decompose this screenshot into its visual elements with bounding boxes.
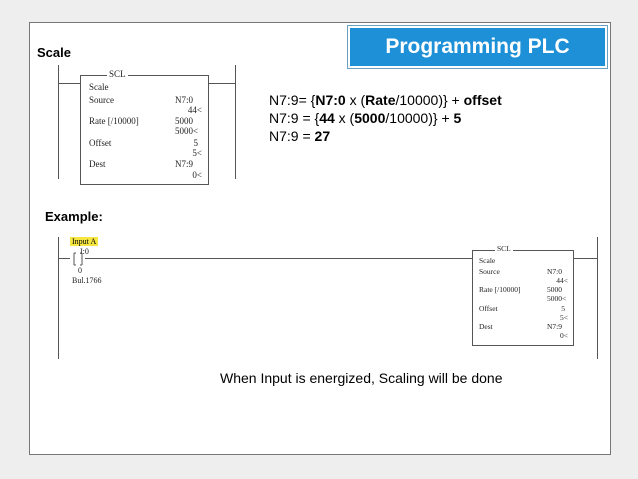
formula-line-3-part: 27 (314, 128, 331, 144)
source-addr: N7:0 (175, 95, 193, 105)
block-title: SCL (109, 69, 126, 79)
offset-value: 5 (193, 138, 198, 148)
rate-value-2: 5000< (547, 294, 567, 303)
scale-label: Scale (37, 45, 71, 60)
caption: When Input is energized, Scaling will be done (220, 370, 503, 386)
block-name: Scale (89, 82, 109, 92)
input-tag: Input A (72, 237, 97, 246)
input-bit: 0 (78, 266, 82, 275)
source-value: 44< (556, 276, 568, 285)
formula-line-2-part: x ( (334, 110, 355, 126)
source-addr: N7:0 (547, 267, 562, 276)
input-address: I:0 (80, 247, 89, 256)
slide (29, 22, 611, 455)
source-value: 44< (187, 105, 202, 115)
formula-line-2-part: 44 (319, 110, 335, 126)
formula-line-2-part: /10000)} + (385, 110, 454, 126)
rate-value: 5000 (547, 285, 562, 294)
dest-label: Dest (479, 322, 493, 331)
dest-value: 0< (560, 331, 568, 340)
formula-line-3 (269, 128, 330, 144)
scl-block-example (472, 244, 574, 346)
formula-line-1-part: Rate (365, 92, 396, 108)
slide-title: Programming PLC (348, 26, 607, 68)
source-label: Source (479, 267, 500, 276)
rung-line-left-top (58, 83, 80, 84)
offset-value: 5 (561, 304, 565, 313)
source-label: Source (89, 95, 114, 105)
rung-line-right-top (207, 83, 235, 84)
block-title: SCL (497, 244, 511, 253)
right-rail-top (235, 65, 236, 179)
rung-line-example-b (85, 258, 472, 259)
rate-label: Rate [/10000] (89, 116, 139, 126)
formula-line-1-part: x ( (345, 92, 366, 108)
dest-value: 0< (192, 170, 202, 180)
formula-line-1-part: N7:0 (315, 92, 346, 108)
rate-label: Rate [/10000] (479, 285, 521, 294)
dest-label: Dest (89, 159, 106, 169)
rate-value-2: 5000< (175, 126, 199, 136)
right-rail-example (597, 237, 598, 359)
offset-label: Offset (89, 138, 112, 148)
offset-value-2: 5< (560, 313, 568, 322)
contact-icon[interactable] (68, 252, 88, 266)
formula-line-2-part: N7:9 = { (269, 110, 320, 126)
formula-line-1-part: /10000)} + (395, 92, 464, 108)
formula-line-2-part: 5 (453, 110, 462, 126)
rung-line-example-c (572, 258, 597, 259)
offset-label: Offset (479, 304, 498, 313)
formula-line-3-part: N7:9 = (269, 128, 315, 144)
formula-line-1-part: offset (463, 92, 502, 108)
left-rail-example (58, 237, 59, 359)
example-label: Example: (45, 209, 103, 224)
input-module: Bul.1766 (72, 276, 102, 285)
scl-block-top (80, 69, 209, 185)
formula-line-2-part: 5000 (354, 110, 386, 126)
rate-value: 5000 (175, 116, 193, 126)
offset-value-2: 5< (192, 148, 202, 158)
dest-addr: N7:9 (175, 159, 193, 169)
dest-addr: N7:9 (547, 322, 562, 331)
formula-line-1 (269, 92, 502, 108)
formula-line-1-part: N7:9= { (269, 92, 316, 108)
block-name: Scale (479, 256, 496, 265)
formula-line-2 (269, 110, 461, 126)
